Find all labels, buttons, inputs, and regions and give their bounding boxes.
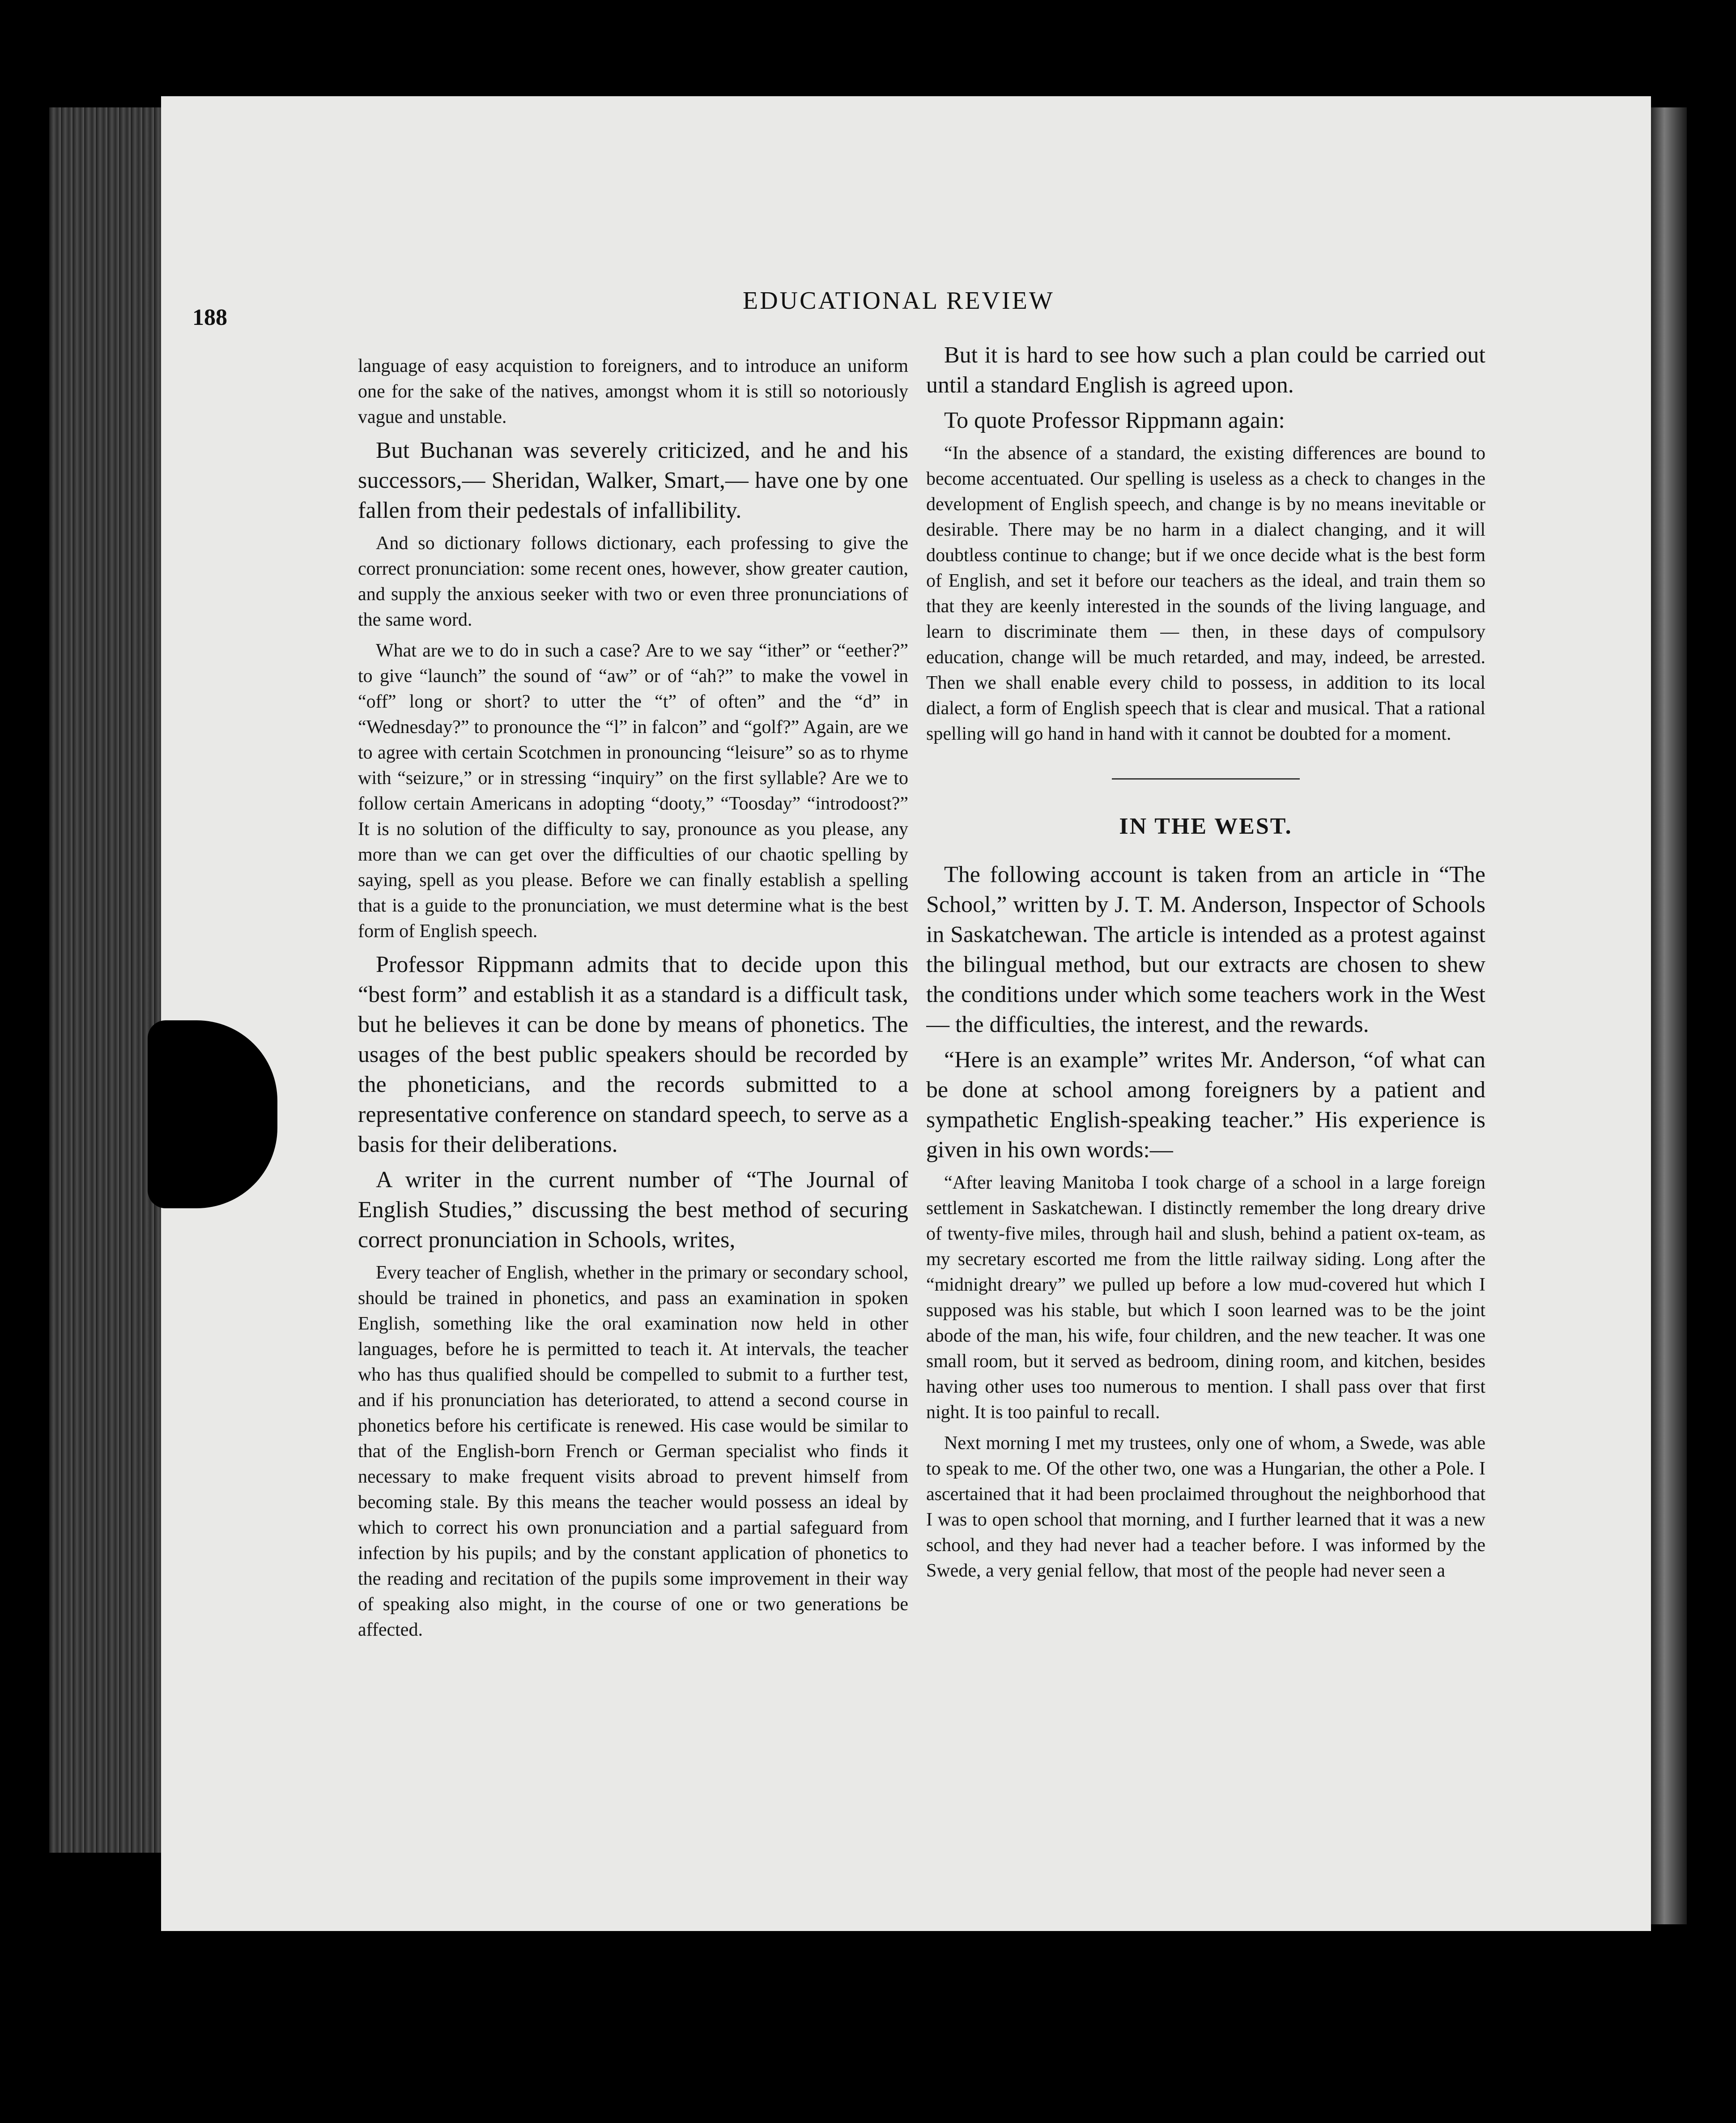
right-paragraph-6: “After leaving Manitoba I took charge of a school in a large foreign settlement in Saskatchewan. I distinctly remember the long dreary drive of twenty-five miles, through hail and slush, behind a patient ox-team, as my secretary escorted me from the little railway siding. Long after the “midnight dreary” we pulled up before a low mud-covered hut which I supposed was his stable, but which I soon learned was to be the joint abode of the man, his wife, four children, and the new teacher. It was one small room, but it served as bedroom, dining room, and kitchen, besides having other uses too numerous to mention. I shall pass over that first night. It is too painful to recall. <box>926 1172 1485 1423</box>
section-divider <box>1112 778 1300 780</box>
right-column <box>926 340 1485 1835</box>
right-paragraph-7: Next morning I met my trustees, only one of whom, a Swede, was able to speak to me. Of the other two, one was a Hungarian, the other a Pole. I ascertained that it had been proclaimed throughout the neighborhood that I was to open school that morning, and I further learned that it was a new school, and they had never had a teacher before. I was informed by the Swede, a very genial fellow, that most of the people had never seen a <box>926 1433 1485 1581</box>
left-column <box>358 354 908 1848</box>
left-paragraph-6: A writer in the current number of “The Journal of English Studies,” discussing the best method of securing correct pronunciation in Schools, writes, <box>358 1167 908 1253</box>
left-paragraph-3: And so dictionary follows dictionary, each professing to give the correct pronunciation: some recent ones, however, show greater caution, and supply the anxious seeker with two or even three pronunciations of the same word. <box>358 533 908 630</box>
left-paragraph-7: Every teacher of English, whether in the primary or secondary school, should be trained in phonetics, and pass an examination in spoken English, something like the oral examination now held in other languages, before he is permitted to teach it. At intervals, the teacher who has thus qualified should be compelled to submit to a further test, and if his pronunciation has deteriorated, to attend a second course in phonetics before his certificate is renewed. His case would be similar to that of the English-born French or German specialist who finds it necessary to make frequent visits abroad to prevent himself from becoming stale. By this means the teacher would possess an ideal by which to correct his own pronunciation and a partial safeguard from infection by his pupils; and by the constant application of phonetics to the reading and recitation of the pupils some improvement in their way of speaking also might, in the course of one or two generations be affected. <box>358 1262 908 1640</box>
section-title: IN THE WEST. <box>1119 814 1293 839</box>
left-paragraph-2: But Buchanan was severely criticized, and he and his successors,— Sheridan, Walker, Smart,— have one by one fallen from their pedestals of infallibility. <box>358 438 908 523</box>
book-page-edges <box>49 107 179 1853</box>
page-right-edge <box>1651 107 1687 1924</box>
left-paragraph-5: Professor Rippmann admits that to decide upon this “best form” and establish it as a standard is a difficult task, but he believes it can be done by means of phonetics. The usages of the best public speakers should be recorded by the phoneticians, and the records submitted to a representative conference on standard speech, to serve as a basis for their deliberations. <box>358 952 908 1157</box>
thumb-shadow <box>148 1020 277 1208</box>
page-number: 188 <box>192 305 227 330</box>
right-paragraph-3: “In the absence of a standard, the existing differences are bound to become accentuated. Our spelling is useless as a check to changes in the development of English speech, and change is by no means inevitable or desirable. There may be no harm in a dialect changing, and it will doubtless continue to change; but if we once decide what is the best form of English, and set it before our teachers as the ideal, and train them so that they are keenly interested in the sounds of the living language, and learn to discriminate them — then, in these days of compulsory education, change will be much retarded, and may, indeed, be arrested. Then we shall enable every child to possess, in addition to its local dialect, a form of English speech that is clear and musical. That a rational spelling will go hand in hand with it cannot be doubted for a moment. <box>926 443 1485 744</box>
left-paragraph-1: language of easy acquistion to foreigners, and to introduce an uniform one for the sake of the natives, amongst whom it is still so notoriously vague and unstable. <box>358 356 908 427</box>
right-paragraph-2: To quote Professor Rippmann again: <box>944 408 1285 433</box>
running-title: EDUCATIONAL REVIEW <box>743 287 1055 315</box>
right-paragraph-1: But it is hard to see how such a plan could be carried out until a standard English is agreed upon. <box>926 342 1485 398</box>
right-paragraph-4: The following account is taken from an article in “The School,” written by J. T. M. Anderson, Inspector of Schools in Saskatchewan. The article is intended as a protest against the bilingual method, but our extracts are chosen to shew the conditions under which some teachers work in the West — the difficulties, the interest, and the rewards. <box>926 862 1485 1037</box>
right-paragraph-5: “Here is an example” writes Mr. Anderson, “of what can be done at school among foreigners by a patient and sympathetic English-speaking teacher.” His experience is given in his own words:— <box>926 1047 1485 1163</box>
left-paragraph-4: What are we to do in such a case? Are to we say “ither” or “eether?” to give “launch” the sound of “aw” or of “ah?” to make the vowel in “off” long or short? to utter the “t” of often” and the “d” in “Wednesday?” to pronounce the “l” in falcon” and “golf?” Again, are we to agree with certain Scotchmen in pronouncing “leisure” so as to rhyme with “seizure,” or in stressing “inquiry” on the first syllable? Are we to follow certain Americans in adopting “dooty,” “Toosday” “introdoost?” It is no solution of the difficulty to say, pronounce as you please, any more than we can get over the difficulties of our chaotic spelling by saying, spell as you please. Before we can finally establish a spelling that is a guide to the pronunciation, we must determine what is the best form of English speech. <box>358 640 908 942</box>
